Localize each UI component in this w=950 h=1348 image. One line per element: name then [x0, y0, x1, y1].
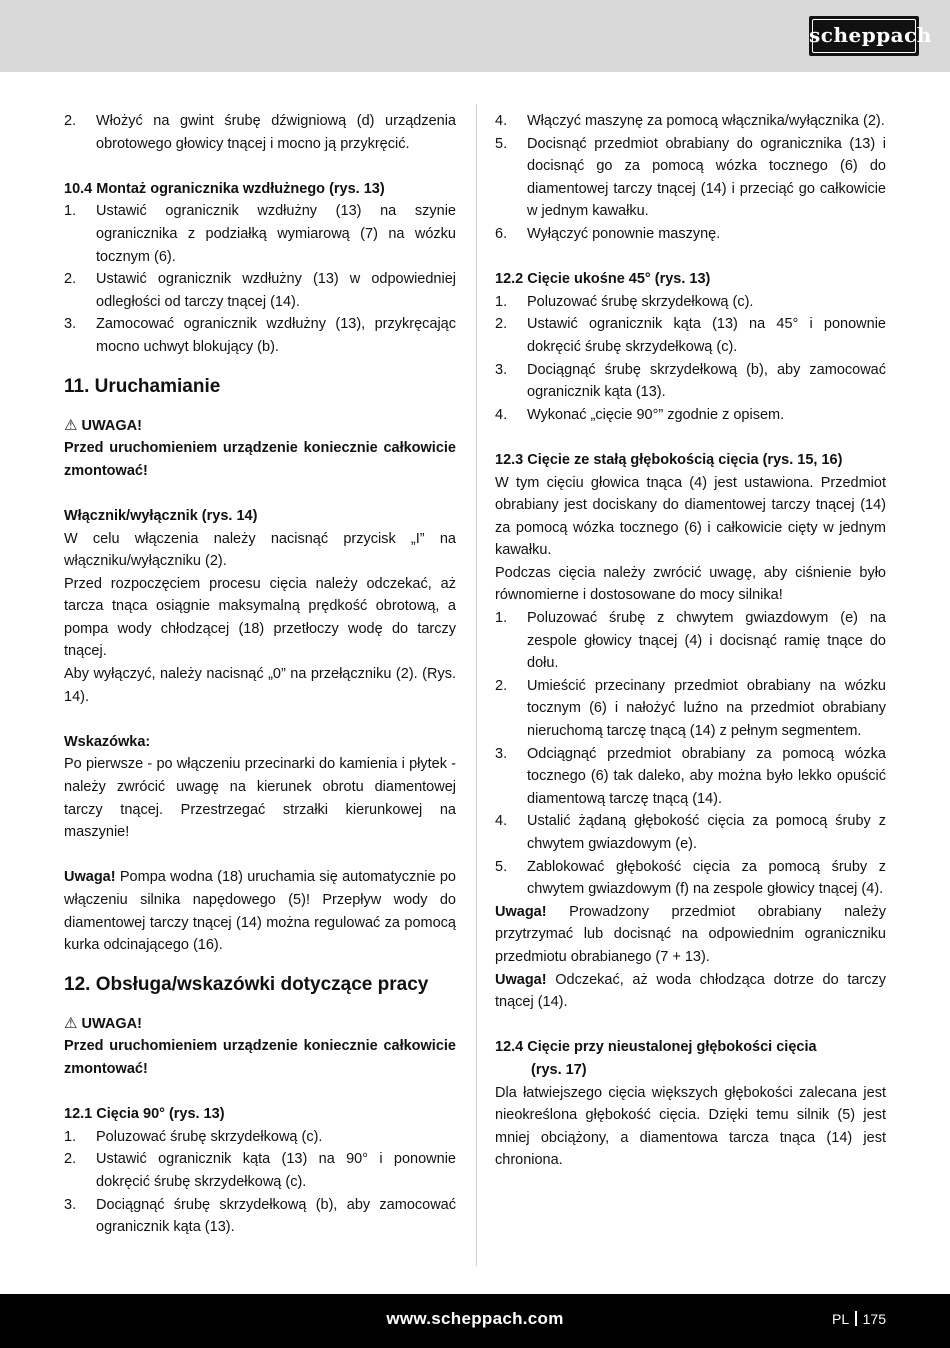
- note-text: Pompa wodna (18) uruchamia się automatycznie po włączeniu silnika napędowego (5)! Przepływ wody do diamentowej tarczy tnącej (14) można regulować za pomocą kurka odcinającego (16).: [64, 869, 456, 954]
- list-item: [64, 1126, 456, 1149]
- item-list: [495, 607, 886, 901]
- item-list: [495, 291, 886, 427]
- list-item: [495, 291, 886, 314]
- section-heading-12-3: 12.3 Cięcie ze stałą głębokością cięcia (rys. 15, 16): [495, 451, 843, 468]
- section-heading-12-4: 12.4 Cięcie przy nieustalonej głębokości cięcia: [495, 1039, 817, 1056]
- list-item: [495, 607, 886, 675]
- list-item: [495, 856, 886, 901]
- logo-text: scheppach: [809, 23, 932, 47]
- item-text: Wyłączyć ponownie maszynę.: [527, 225, 721, 242]
- list-item: [64, 200, 456, 268]
- footer-url-link[interactable]: www.scheppach.com: [386, 1309, 564, 1328]
- item-number: 3.: [495, 361, 508, 378]
- item-number: 2.: [64, 1151, 77, 1168]
- item-text: Poluzować śrubę z chwytem gwiazdowym (e) na zespole głowicy tnącej (4) i docisnąć ramię tnące do dołu.: [527, 610, 886, 672]
- item-text: Włączyć maszynę za pomocą włącznika/wyłącznika (2).: [527, 113, 885, 129]
- footer-bar: [0, 1294, 950, 1348]
- note-text: Prowadzony przedmiot obrabiany należy przytrzymać lub docisnąć na odpowiednim ograniczniku przedmiotu obrabianego (7 + 13).: [495, 903, 886, 965]
- list-item: [495, 223, 886, 246]
- separator: [855, 1311, 857, 1326]
- item-text: Zablokować głębokość cięcia za pomocą śruby z chwytem gwiazdowym (f) na zespole głowicy tnącej (4).: [527, 858, 886, 898]
- paragraph: W tym cięciu głowica tnąca (4) jest ustawiona. Przedmiot obrabiany jest dociskany do diamentowej tarczy tnącej (14) za pomocą wózka tocznego (6) i całkowicie cięty w jednym kawałku.: [495, 474, 886, 559]
- paragraph: Dla łatwiejszego cięcia większych głębokości zalecana jest nieokreślona głębokość cięcia. Dzięki temu silnik (5) jest mniej obciążony, a diamentowa tarcza tnąca (14) jest chroniona.: [495, 1084, 886, 1169]
- item-number: 4.: [495, 813, 508, 830]
- warning-label: [64, 1013, 456, 1036]
- item-number: 1.: [495, 293, 508, 310]
- note-paragraph: [64, 866, 456, 956]
- section-heading-12-4-cont: [495, 1059, 886, 1082]
- chapter-title-11: 11. Uruchamianie: [64, 375, 221, 397]
- item-list: [495, 110, 886, 246]
- note-paragraph: [495, 969, 886, 1014]
- warning-icon: ⚠: [64, 416, 78, 434]
- list-item: [64, 1194, 456, 1239]
- note-label: Uwaga!: [495, 971, 547, 988]
- item-number: 3.: [495, 745, 508, 762]
- item-text: Dociągnąć śrubę skrzydełkową (b), aby zamocować ogranicznik kąta (13).: [527, 361, 886, 401]
- warning-icon: ⚠: [64, 1014, 78, 1032]
- item-text: Ustalić żądaną głębokość cięcia za pomocą śruby z chwytem gwiazdowym (e).: [527, 813, 886, 852]
- item-text: Ustawić ogranicznik kąta (13) na 90° i ponownie dokręcić śrubę skrzydełkową (c).: [96, 1151, 456, 1190]
- list-item: [495, 675, 886, 743]
- item-list: [64, 200, 456, 358]
- section-heading-12-2: 12.2 Cięcie ukośne 45° (rys. 13): [495, 271, 711, 288]
- list-item: [64, 110, 456, 155]
- item-text: Ustawić ogranicznik wzdłużny (13) na szynie ogranicznika z podziałką wymiarową (7) na wózku tocznym (6).: [96, 203, 456, 265]
- item-text: Umieścić przecinany przedmiot obrabiany na wózku tocznym (6) i nałożyć luźno na przedmiot obrabiany nieruchomą tarczę tnącą (14) z pełnym segmentem.: [527, 677, 886, 740]
- item-text: Wykonać „cięcie 90°” zgodnie z opisem.: [527, 406, 785, 423]
- note-text: Odczekać, aż woda chłodząca dotrze do tarczy tnącej (14).: [495, 971, 886, 1011]
- section-heading-12-1: 12.1 Cięcia 90° (rys. 13): [64, 1106, 225, 1123]
- note-label: Uwaga!: [64, 869, 116, 886]
- paragraph: W celu włączenia należy nacisnąć przycisk „I” na włączniku/wyłączniku (2).: [64, 530, 456, 570]
- header-band: [0, 0, 950, 72]
- item-number: 2.: [64, 113, 77, 129]
- language-code: PL: [832, 1311, 850, 1327]
- item-text: Zamocować ogranicznik wzdłużny (13), przykręcając mocno uchwyt blokujący (b).: [96, 316, 456, 355]
- item-number: 6.: [495, 225, 508, 242]
- item-number: 4.: [495, 406, 508, 423]
- switch-heading: Włącznik/wyłącznik (rys. 14): [64, 507, 258, 524]
- list-item: [495, 110, 886, 133]
- hint-heading: Wskazówka:: [64, 733, 151, 750]
- warning-text: Przed uruchomieniem urządzenie koniecznie całkowicie zmontować!: [64, 1038, 456, 1077]
- warning-text-label: UWAGA!: [81, 417, 142, 434]
- item-text: Włożyć na gwint śrubę dźwigniową (d) urządzenia obrotowego głowicy tnącej i mocno ją przykręcić.: [96, 113, 456, 152]
- item-text: Ustawić ogranicznik kąta (13) na 45° i ponownie dokręcić śrubę skrzydełkową (c).: [527, 316, 886, 355]
- warning-text-label: UWAGA!: [81, 1015, 142, 1032]
- page-number: 175: [862, 1311, 886, 1327]
- page-indicator: [832, 1309, 886, 1329]
- item-text: Poluzować śrubę skrzydełkową (c).: [527, 293, 754, 310]
- list-item: [495, 743, 886, 811]
- item-number: 3.: [64, 316, 77, 333]
- item-number: 1.: [64, 203, 77, 220]
- list-item: [495, 133, 886, 223]
- paragraph: Przed rozpoczęciem procesu cięcia należy odczekać, aż tarcza tnąca osiągnie maksymalną prędkość obrotową, a pompa wody chłodzącej (18) przetłoczy wodę do tarczy tnącej.: [64, 575, 456, 660]
- list-item: [495, 359, 886, 404]
- item-number: 2.: [64, 271, 77, 288]
- item-number: 5.: [495, 135, 508, 152]
- warning-label: [64, 415, 456, 438]
- paragraph: Po pierwsze - po włączeniu przecinarki do kamienia i płytek - należy zwrócić uwagę na kierunek obrotu diamentowej tarczy tnącej. Przestrzegać strzałki kierunkowej na maszynie!: [64, 756, 456, 841]
- warning-text: Przed uruchomieniem urządzenie koniecznie całkowicie zmontować!: [64, 440, 456, 479]
- list-item: [64, 268, 456, 313]
- column-divider: [476, 104, 477, 1266]
- scheppach-logo: [809, 16, 932, 56]
- item-list: [64, 110, 456, 155]
- list-item: [495, 313, 886, 358]
- item-text: Docisnąć przedmiot obrabiany do ogranicznika (13) i docisnąć go za pomocą wózka tocznego (6) do diamentowej tarczy tnącej (14) i przeciąć go całkowicie w jednym kawałku.: [527, 135, 886, 220]
- item-number: 3.: [64, 1196, 77, 1213]
- paragraph: Podczas cięcia należy zwrócić uwagę, aby ciśnienie było równomierne i dostosowane do mocy silnika!: [495, 564, 886, 604]
- list-item: [495, 810, 886, 855]
- left-column: [64, 110, 456, 1239]
- paragraph: Aby wyłączyć, należy nacisnąć „0” na przełączniku (2). (Rys. 14).: [64, 666, 456, 705]
- item-text: Ustawić ogranicznik wzdłużny (13) w odpowiedniej odległości od tarczy tnącej (14).: [96, 271, 456, 310]
- list-item: [64, 313, 456, 358]
- section-heading-10-4: 10.4 Montaż ogranicznika wzdłużnego (rys. 13): [64, 180, 385, 197]
- heading-continuation: (rys. 17): [531, 1061, 587, 1078]
- item-number: 1.: [64, 1128, 77, 1145]
- right-column: [495, 110, 886, 1172]
- list-item: [64, 1148, 456, 1193]
- item-number: 2.: [495, 316, 508, 333]
- note-paragraph: [495, 901, 886, 969]
- item-number: 4.: [495, 113, 508, 129]
- item-number: 1.: [495, 610, 508, 627]
- item-list: [64, 1126, 456, 1239]
- item-text: Dociągnąć śrubę skrzydełkową (b), aby zamocować ogranicznik kąta (13).: [96, 1196, 456, 1236]
- note-label: Uwaga!: [495, 903, 547, 920]
- item-text: Poluzować śrubę skrzydełkową (c).: [96, 1128, 323, 1145]
- item-text: Odciągnąć przedmiot obrabiany za pomocą wózka tocznego (6) tak daleko, aby można było lekko opuścić diamentową tarczę tnącą (14).: [527, 745, 886, 807]
- chapter-title-12: 12. Obsługa/wskazówki dotyczące pracy: [64, 973, 429, 995]
- list-item: [495, 404, 886, 427]
- item-number: 5.: [495, 858, 508, 875]
- item-number: 2.: [495, 677, 508, 694]
